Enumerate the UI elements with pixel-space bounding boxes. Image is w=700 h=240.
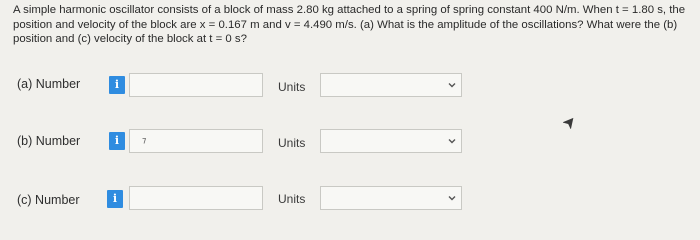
part-a-label: (a) Number [17, 77, 81, 91]
question-text: A simple harmonic oscillator consists of a block of mass 2.80 kg attached to a spring of spring constant 400 N/m. When t = 1.80 s, the position and velocity of the block are x = 0.167 m and v = 4.490 m/s. (a) What is the amplitude of the oscillations? What were the (b) position and (c) velocity of the block at t = 0 s? [13, 4, 686, 45]
part-a-number-input[interactable] [129, 73, 263, 97]
mouse-pointer-icon [563, 116, 576, 129]
text-cursor-icon [142, 138, 146, 144]
answer-row-b [0, 128, 700, 156]
info-icon[interactable]: i [109, 76, 125, 94]
info-icon[interactable]: i [109, 132, 125, 150]
answer-row-c [0, 184, 700, 212]
chevron-down-icon [447, 193, 457, 203]
answer-row-a [0, 72, 700, 100]
part-c-number-input[interactable] [129, 186, 263, 210]
part-b-number-input[interactable] [129, 129, 263, 153]
part-a-units-select[interactable] [320, 73, 462, 97]
part-b-label: (b) Number [17, 134, 81, 148]
part-a-units-label: Units [278, 80, 306, 94]
part-c-units-select[interactable] [320, 186, 462, 210]
chevron-down-icon [447, 136, 457, 146]
part-b-units-label: Units [278, 136, 306, 150]
part-b-units-select[interactable] [320, 129, 462, 153]
part-c-label: (c) Number [17, 193, 80, 207]
part-c-units-label: Units [278, 192, 306, 206]
chevron-down-icon [447, 80, 457, 90]
info-icon[interactable]: i [107, 190, 123, 208]
